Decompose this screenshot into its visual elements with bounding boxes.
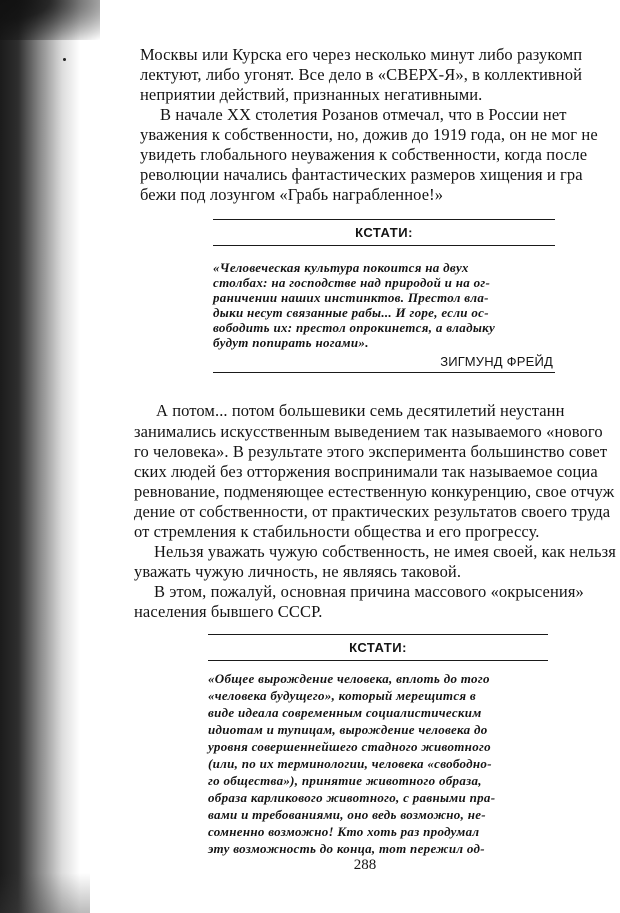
quote-line: «Человеческая культура покоится на двух	[213, 260, 469, 275]
text-line: Нельзя уважать чужую собственность, не имея своей, как нельзя	[154, 542, 616, 561]
text-line: увидеть глобального неуважения к собственности, когда после	[140, 145, 588, 164]
quote-line: раничении наших инстинктов. Престол вла-	[213, 290, 489, 305]
quote-line: уровня совершеннейшего стадного животного	[208, 739, 491, 754]
quote-line: идиотам и тупицам, вырождение человека до	[208, 722, 488, 737]
text-line: уважения к собственности, но, дожив до 1919 года, он не мог не	[140, 125, 598, 144]
box-bottom-rule	[213, 372, 555, 373]
box-title-rule	[213, 245, 555, 246]
text-line: дение от собственности, от практических результатов своего труда	[134, 502, 611, 521]
text-line: В этом, пожалуй, основная причина массового «окрысения»	[154, 582, 584, 601]
quote-author: ЗИГМУНД ФРЕЙД	[440, 354, 553, 369]
quote-line: эту возможность до конца, тот пережил од-	[208, 841, 485, 856]
box-top-rule	[213, 219, 555, 220]
quote-line: виде идеала современным социалистическим	[208, 705, 482, 720]
text-line: А потом... потом большевики семь десятилетий неустанн	[156, 401, 565, 420]
text-line: лектуют, либо угонят. Все дело в «СВЕРХ-Я», в коллективной	[140, 65, 583, 84]
box-top-rule	[208, 634, 548, 635]
quote-line: будут попирать ногами».	[213, 335, 369, 350]
text-line: революции начались фантастических размеров хищения и гра	[140, 165, 583, 184]
quote-line: «Общее вырождение человека, вплоть до того	[208, 671, 490, 686]
text-line: занимались искусственным выведением так называемого «нового	[134, 422, 603, 441]
quote-line: «человека будущего», который мерещится в	[208, 688, 477, 703]
text-line: ревнование, подменяющее естественную конкуренцию, свое отчуж	[134, 482, 615, 501]
quote-line: вободить их: престол опрокинется, а владыку	[213, 320, 496, 335]
quote-line: дыки несут связанные рабы... И горе, если ос-	[213, 305, 489, 320]
text-line: го человека». В результате этого эксперимента большинство совет	[134, 442, 608, 461]
quote-line: го общества»), принятие животного образа,	[208, 773, 482, 788]
text-line: В начале XX столетия Розанов отмечал, что в России нет	[160, 105, 567, 124]
text-line: бежи под лозунгом «Грабь награбленное!»	[140, 185, 444, 204]
text-line: от стремления к стабильности общества и его прогрессу.	[134, 522, 540, 541]
box-title-rule	[208, 660, 548, 661]
quote-line: столбах: на господстве над природой и на ог-	[213, 275, 491, 290]
quote-line: вами и требованиями, оно ведь возможно, не-	[208, 807, 486, 822]
text-line: неприятии действий, признанных негативными.	[140, 85, 483, 104]
quote-line: образа карликового животного, с равными пра-	[208, 790, 496, 805]
quote-line: (или, по их терминологии, человека «свободно-	[208, 756, 492, 771]
text-line: Москвы или Курска его через несколько минут либо разукомп	[140, 45, 583, 64]
box-title: КСТАТИ:	[349, 640, 407, 655]
text-line: населения бывшего СССР.	[134, 602, 323, 621]
text-line: ских людей без отторжения воспринимали так называемое социа	[134, 462, 598, 481]
text-line: уважать чужую личность, не являясь таковой.	[134, 562, 462, 581]
box-title: КСТАТИ:	[355, 225, 413, 240]
page-number: 288	[353, 857, 377, 873]
quote-line: сомненно возможно! Кто хоть раз продумал	[208, 824, 480, 839]
